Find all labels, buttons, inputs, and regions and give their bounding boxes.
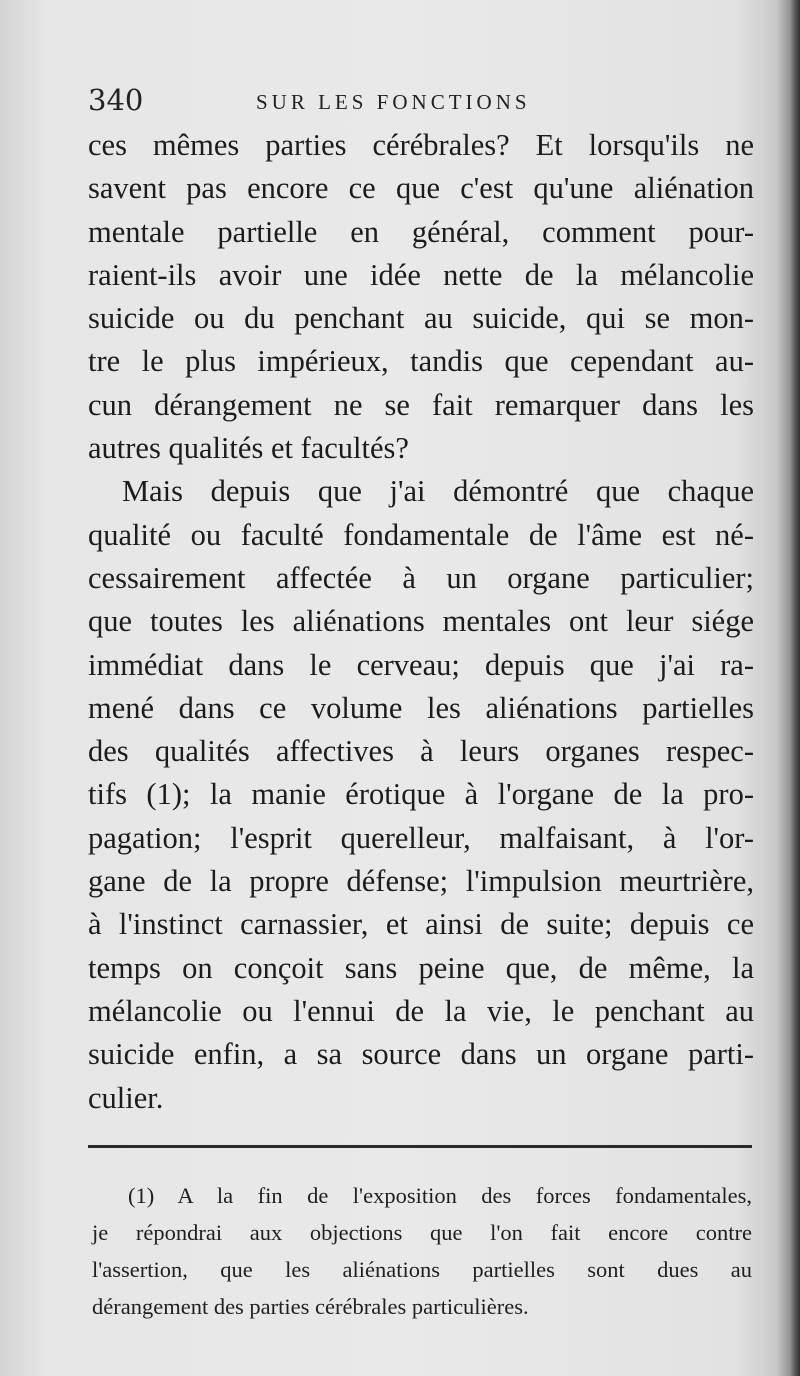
text-line: des qualités affectives à leurs organes respec- [88, 734, 754, 769]
text-line: mené dans ce volume les aliénations partielles [88, 690, 754, 725]
text-line: tifs (1); la manie érotique à l'organe de la pro- [88, 777, 754, 812]
text-line: qualité ou faculté fondamentale de l'âme est né- [88, 517, 754, 552]
text-line: cun dérangement ne se fait remarquer dans les [88, 387, 754, 422]
running-title: SUR LES FONCTIONS [256, 90, 531, 114]
text-line: que toutes les aliénations mentales ont leur siége [88, 604, 754, 639]
text-line: raient-ils avoir une idée nette de la mélancolie [88, 257, 754, 292]
text-line: Mais depuis que j'ai démontré que chaque [122, 474, 754, 509]
body-text [88, 124, 754, 1120]
text-line: mélancolie ou l'ennui de la vie, le penchant au [88, 993, 754, 1028]
footnote-divider [88, 1145, 752, 1148]
paragraph-1 [88, 124, 754, 470]
text-line: savent pas encore ce que c'est qu'une aliénation [88, 171, 754, 206]
text-line: pagation; l'esprit querelleur, malfaisant, à l'or- [88, 820, 754, 855]
text-line: culier. [88, 1080, 164, 1115]
page-edge-shadow [790, 0, 800, 1376]
running-head [88, 82, 756, 122]
text-line: autres qualités et facultés? [88, 431, 409, 466]
paragraph-2 [88, 470, 754, 1119]
text-line: suicide ou du penchant au suicide, qui se mon- [88, 301, 754, 336]
text-line: suicide enfin, a sa source dans un organe parti- [88, 1037, 754, 1072]
footnote-line: je répondrai aux objections que l'on fait encore contre [92, 1220, 752, 1245]
footnote-line: dérangement des parties cérébrales particulières. [92, 1294, 529, 1319]
text-line: à l'instinct carnassier, et ainsi de suite; depuis ce [88, 907, 754, 942]
page-number: 340 [88, 83, 144, 117]
footnote-line: (1) A la fin de l'exposition des forces fondamentales, [128, 1183, 752, 1208]
text-line: ces mêmes parties cérébrales? Et lorsqu'ils ne [88, 128, 754, 162]
text-line: gane de la propre défense; l'impulsion meurtrière, [88, 864, 754, 899]
text-line: immédiat dans le cerveau; depuis que j'ai ra- [88, 647, 754, 682]
text-line: mentale partielle en général, comment pour- [88, 214, 754, 249]
text-line: cessairement affectée à un organe particulier; [88, 560, 754, 595]
text-line: tre le plus impérieux, tandis que cependant au- [88, 344, 754, 379]
text-line: temps on conçoit sans peine que, de même, la [88, 950, 754, 985]
footnote-line: l'assertion, que les aliénations partielles sont dues au [92, 1257, 752, 1282]
footnote [92, 1177, 752, 1325]
